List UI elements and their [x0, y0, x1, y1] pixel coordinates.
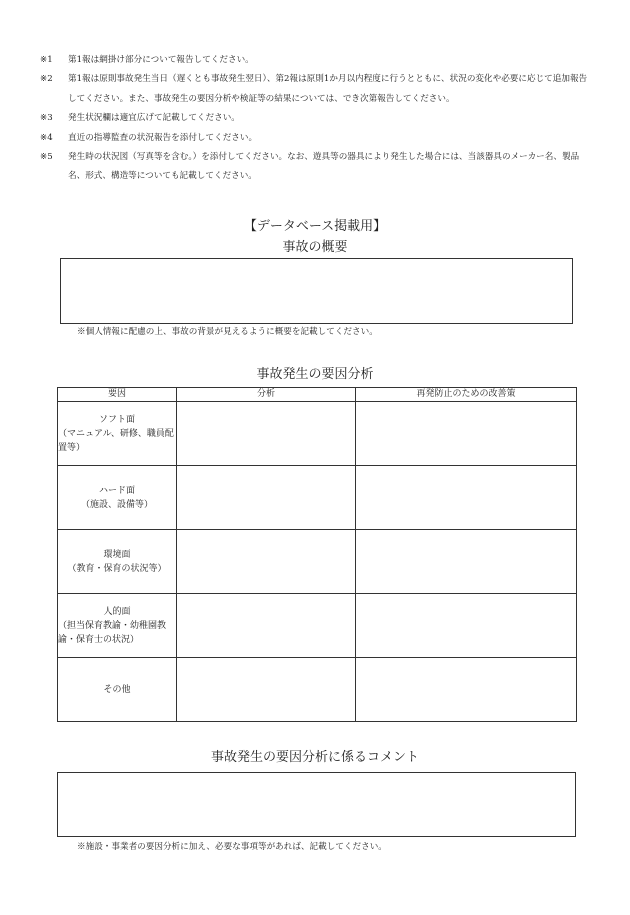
- improvement-cell[interactable]: [356, 530, 577, 594]
- factor-label: 環境面: [103, 549, 131, 560]
- summary-title: 事故の概要: [282, 240, 348, 255]
- factor-sub: （マニュアル、研修、職員配置等）: [58, 428, 174, 453]
- factor-sub: （教育・保育の状況等）: [67, 563, 167, 574]
- analysis-cell[interactable]: [177, 594, 356, 658]
- improvement-cell[interactable]: [356, 402, 577, 466]
- factor-label: 人的面: [103, 606, 131, 617]
- comment-caption: ※施設・事業者の要因分析に加え、必要な事項等があれば、記載してください。: [77, 842, 387, 852]
- analysis-header-row: [58, 388, 577, 402]
- note-item: [40, 148, 592, 187]
- header-factor: 要因: [58, 388, 177, 402]
- note-text: 直近の指導監査の状況報告を添付してください。: [68, 132, 258, 143]
- improvement-cell[interactable]: [356, 658, 577, 722]
- header-analysis: 分析: [177, 388, 356, 402]
- improvement-cell[interactable]: [356, 466, 577, 530]
- analysis-title: 事故発生の要因分析: [256, 367, 374, 382]
- factor-sub: （担当保育教諭・幼稚園教諭・保育士の状況）: [58, 620, 167, 645]
- table-row: [58, 658, 577, 722]
- improvement-cell[interactable]: [356, 594, 577, 658]
- comment-title: 事故発生の要因分析に係るコメント: [210, 750, 419, 765]
- database-title: 【データベース掲載用】: [243, 219, 387, 234]
- factor-cell-human: [58, 594, 177, 658]
- note-text: 発生時の状況図（写真等を含む。）を添付してください。なお、遊具等の器具により発生した場合には、当該器具のメーカー名、製品名、形式、構造等についても記載してください。: [68, 152, 580, 182]
- header-improvement: 再発防止のための改善策: [356, 388, 577, 402]
- note-mark: ※5: [40, 152, 53, 163]
- note-text: 第1報は網掛け部分について報告してください。: [68, 55, 254, 65]
- table-row: [58, 466, 577, 530]
- note-item: [40, 51, 592, 70]
- note-text: 第1報は原則事故発生当日（遅くとも事故発生翌日）、第2報は原則1か月以内程度に行うとともに、状況の変化や必要に応じて追加報告してください。また、事故発生の要因分析や検証等の結果については、でき次第報告してください。: [68, 74, 588, 104]
- factor-cell-other: [58, 658, 177, 722]
- analysis-cell[interactable]: [177, 402, 356, 466]
- notes-list: [40, 51, 592, 187]
- factor-label: ハード面: [98, 485, 135, 496]
- note-mark: ※1: [40, 55, 53, 65]
- note-item: [40, 70, 592, 109]
- factor-cell-hardware: [58, 466, 177, 530]
- summary-caption: ※個人情報に配慮の上、事故の背景が見えるように概要を記載してください。: [77, 327, 378, 337]
- note-mark: ※3: [40, 113, 53, 124]
- note-item: [40, 109, 592, 128]
- table-row: [58, 530, 577, 594]
- factor-label: その他: [103, 684, 131, 695]
- note-item: [40, 129, 592, 148]
- factor-sub: （施設、設備等）: [80, 499, 153, 510]
- summary-box[interactable]: [60, 258, 573, 324]
- note-mark: ※4: [40, 132, 53, 143]
- note-text: 発生状況欄は適宜広げて記載してください。: [68, 113, 240, 124]
- factor-label: ソフト面: [98, 414, 135, 425]
- comment-box[interactable]: [57, 772, 576, 837]
- table-row: [58, 594, 577, 658]
- factor-cell-software: [58, 402, 177, 466]
- note-mark: ※2: [40, 74, 53, 85]
- analysis-table: [57, 387, 577, 722]
- analysis-cell[interactable]: [177, 658, 356, 722]
- factor-cell-environment: [58, 530, 177, 594]
- table-row: [58, 402, 577, 466]
- analysis-cell[interactable]: [177, 530, 356, 594]
- analysis-cell[interactable]: [177, 466, 356, 530]
